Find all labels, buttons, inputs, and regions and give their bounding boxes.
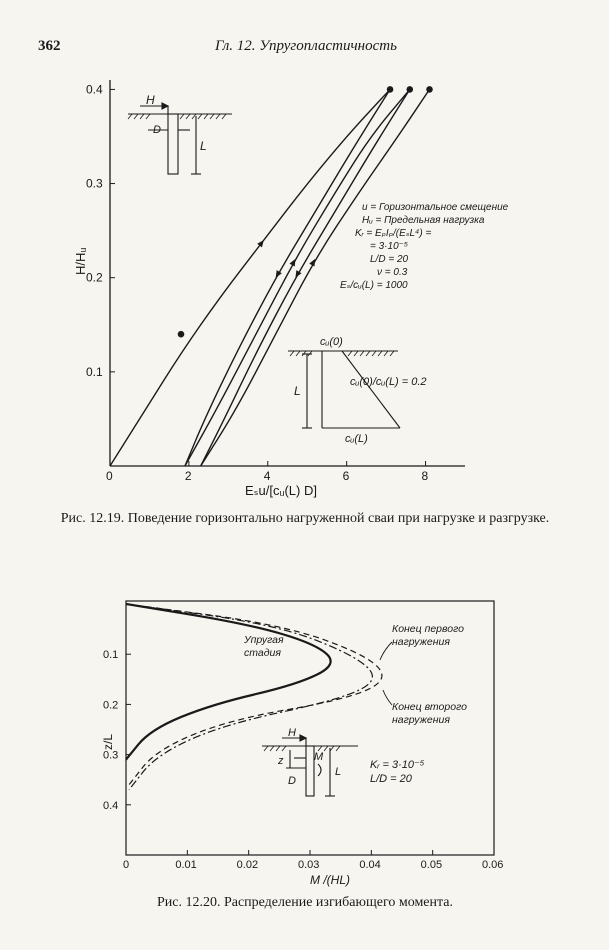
figure2-caption: Рис. 12.20. Распределение изгибающего момента.	[156, 895, 454, 910]
fig1-pile-inset	[128, 103, 232, 174]
fig1-x-label: Eₛu/[cᵤ(L) D]	[245, 483, 317, 498]
fig1-x-tick-label: 6	[342, 469, 350, 483]
fig2-y-label: z/L	[101, 733, 115, 750]
fig1-x-tick-label: 2	[184, 469, 192, 483]
fig1-x-tick-label: 8	[421, 469, 429, 483]
fig2-x-tick-label: 0	[123, 859, 130, 871]
fig1-y-label: H/Hᵤ	[73, 247, 88, 275]
fig1-profile-L: L	[294, 384, 301, 398]
fig1-profile-bottom-label: cᵤ(L)	[345, 433, 368, 445]
fig1-inset-H: H	[146, 93, 155, 107]
fig2-x-tick-label: 0.01	[175, 859, 197, 871]
fig2-label-second-2: нагружения	[392, 714, 450, 726]
fig1-direction-arrow	[276, 270, 282, 278]
fig1-profile-top-label: cᵤ(0)	[320, 336, 343, 348]
chapter-title: Гл. 12. Упругопластичность	[215, 38, 397, 54]
fig1-inset-L: L	[200, 139, 207, 153]
fig1-strength-profile	[288, 351, 400, 428]
fig2-inset-z: z	[278, 755, 284, 767]
fig2-label-first-2: нагружения	[392, 636, 450, 648]
fig1-profile-ratio: cᵤ(0)/cᵤ(L) = 0.2	[350, 376, 427, 388]
fig1-y-tick-label: 0.2	[86, 270, 103, 285]
fig2-pile-inset	[262, 735, 358, 796]
fig1-legend-line-3: Kᵣ = EₚIₚ/(EₛL⁴) =	[355, 228, 432, 239]
fig1-marker-point	[178, 331, 185, 338]
fig2-label-first-1: Конец первого	[392, 623, 465, 635]
fig2-curve-dashdot	[126, 604, 372, 790]
fig1-inset-D: D	[153, 124, 161, 136]
fig2-x-tick-label: 0.06	[482, 859, 504, 871]
fig2-x-tick-label: 0.03	[298, 859, 320, 871]
figure1-caption: Рис. 12.19. Поведение горизонтально нагруженной сваи при нагрузке и разгрузке.	[60, 511, 550, 526]
fig2-label-leaders	[380, 642, 392, 705]
fig1-legend-line-6: ν = 0.3	[377, 267, 408, 278]
fig2-y-tick-label: 0.3	[103, 749, 119, 762]
fig1-legend-line-7: Eₛ/cᵤ(L) = 1000	[340, 280, 408, 291]
fig1-x-tick-label: 4	[263, 469, 271, 483]
fig2-inset-D: D	[288, 775, 296, 787]
figure1-chart	[110, 80, 465, 466]
fig1-marker-point	[387, 86, 394, 93]
fig2-x-tick-label: 0.05	[420, 859, 443, 871]
fig2-label-elastic-1: Упругая	[244, 634, 284, 646]
fig2-y-tick-label: 0.1	[103, 649, 119, 662]
fig2-inset-L: L	[335, 766, 342, 778]
fig1-legend-line-5: L/D = 20	[370, 254, 409, 265]
fig1-legend-line-4: = 3·10⁻⁵	[370, 241, 409, 252]
fig2-label-second-1: Конец второго	[392, 701, 467, 713]
fig1-legend-line-2: Hᵤ = Предельная нагрузка	[362, 215, 485, 226]
fig2-y-tick-label: 0.4	[103, 799, 119, 812]
fig2-x-tick-label: 0.04	[359, 859, 381, 871]
fig1-y-tick-label: 0.4	[86, 82, 103, 97]
fig1-marker-point	[426, 86, 433, 93]
fig1-y-tick-label: 0.3	[86, 176, 103, 191]
fig1-x-tick-label: 0	[106, 469, 113, 483]
fig2-y-tick-label: 0.2	[103, 699, 119, 712]
fig1-legend-line-1: u = Горизонтальное смещение	[362, 202, 509, 213]
fig2-inset-M: M	[314, 751, 324, 763]
fig2-param-ld: L/D = 20	[370, 773, 412, 785]
fig1-curve-1	[110, 89, 390, 466]
fig2-inset-H: H	[288, 727, 296, 739]
fig2-x-label: M /(HL)	[310, 873, 350, 887]
fig2-label-elastic-2: стадия	[244, 647, 281, 659]
fig2-param-kr: Kᵣ = 3·10⁻⁵	[370, 759, 425, 771]
fig2-x-tick-label: 0.02	[236, 859, 259, 871]
fig1-marker-point	[406, 86, 413, 93]
fig1-direction-arrow	[295, 270, 301, 278]
fig1-y-tick-label: 0.1	[86, 364, 103, 379]
page-number: 362	[38, 38, 61, 54]
